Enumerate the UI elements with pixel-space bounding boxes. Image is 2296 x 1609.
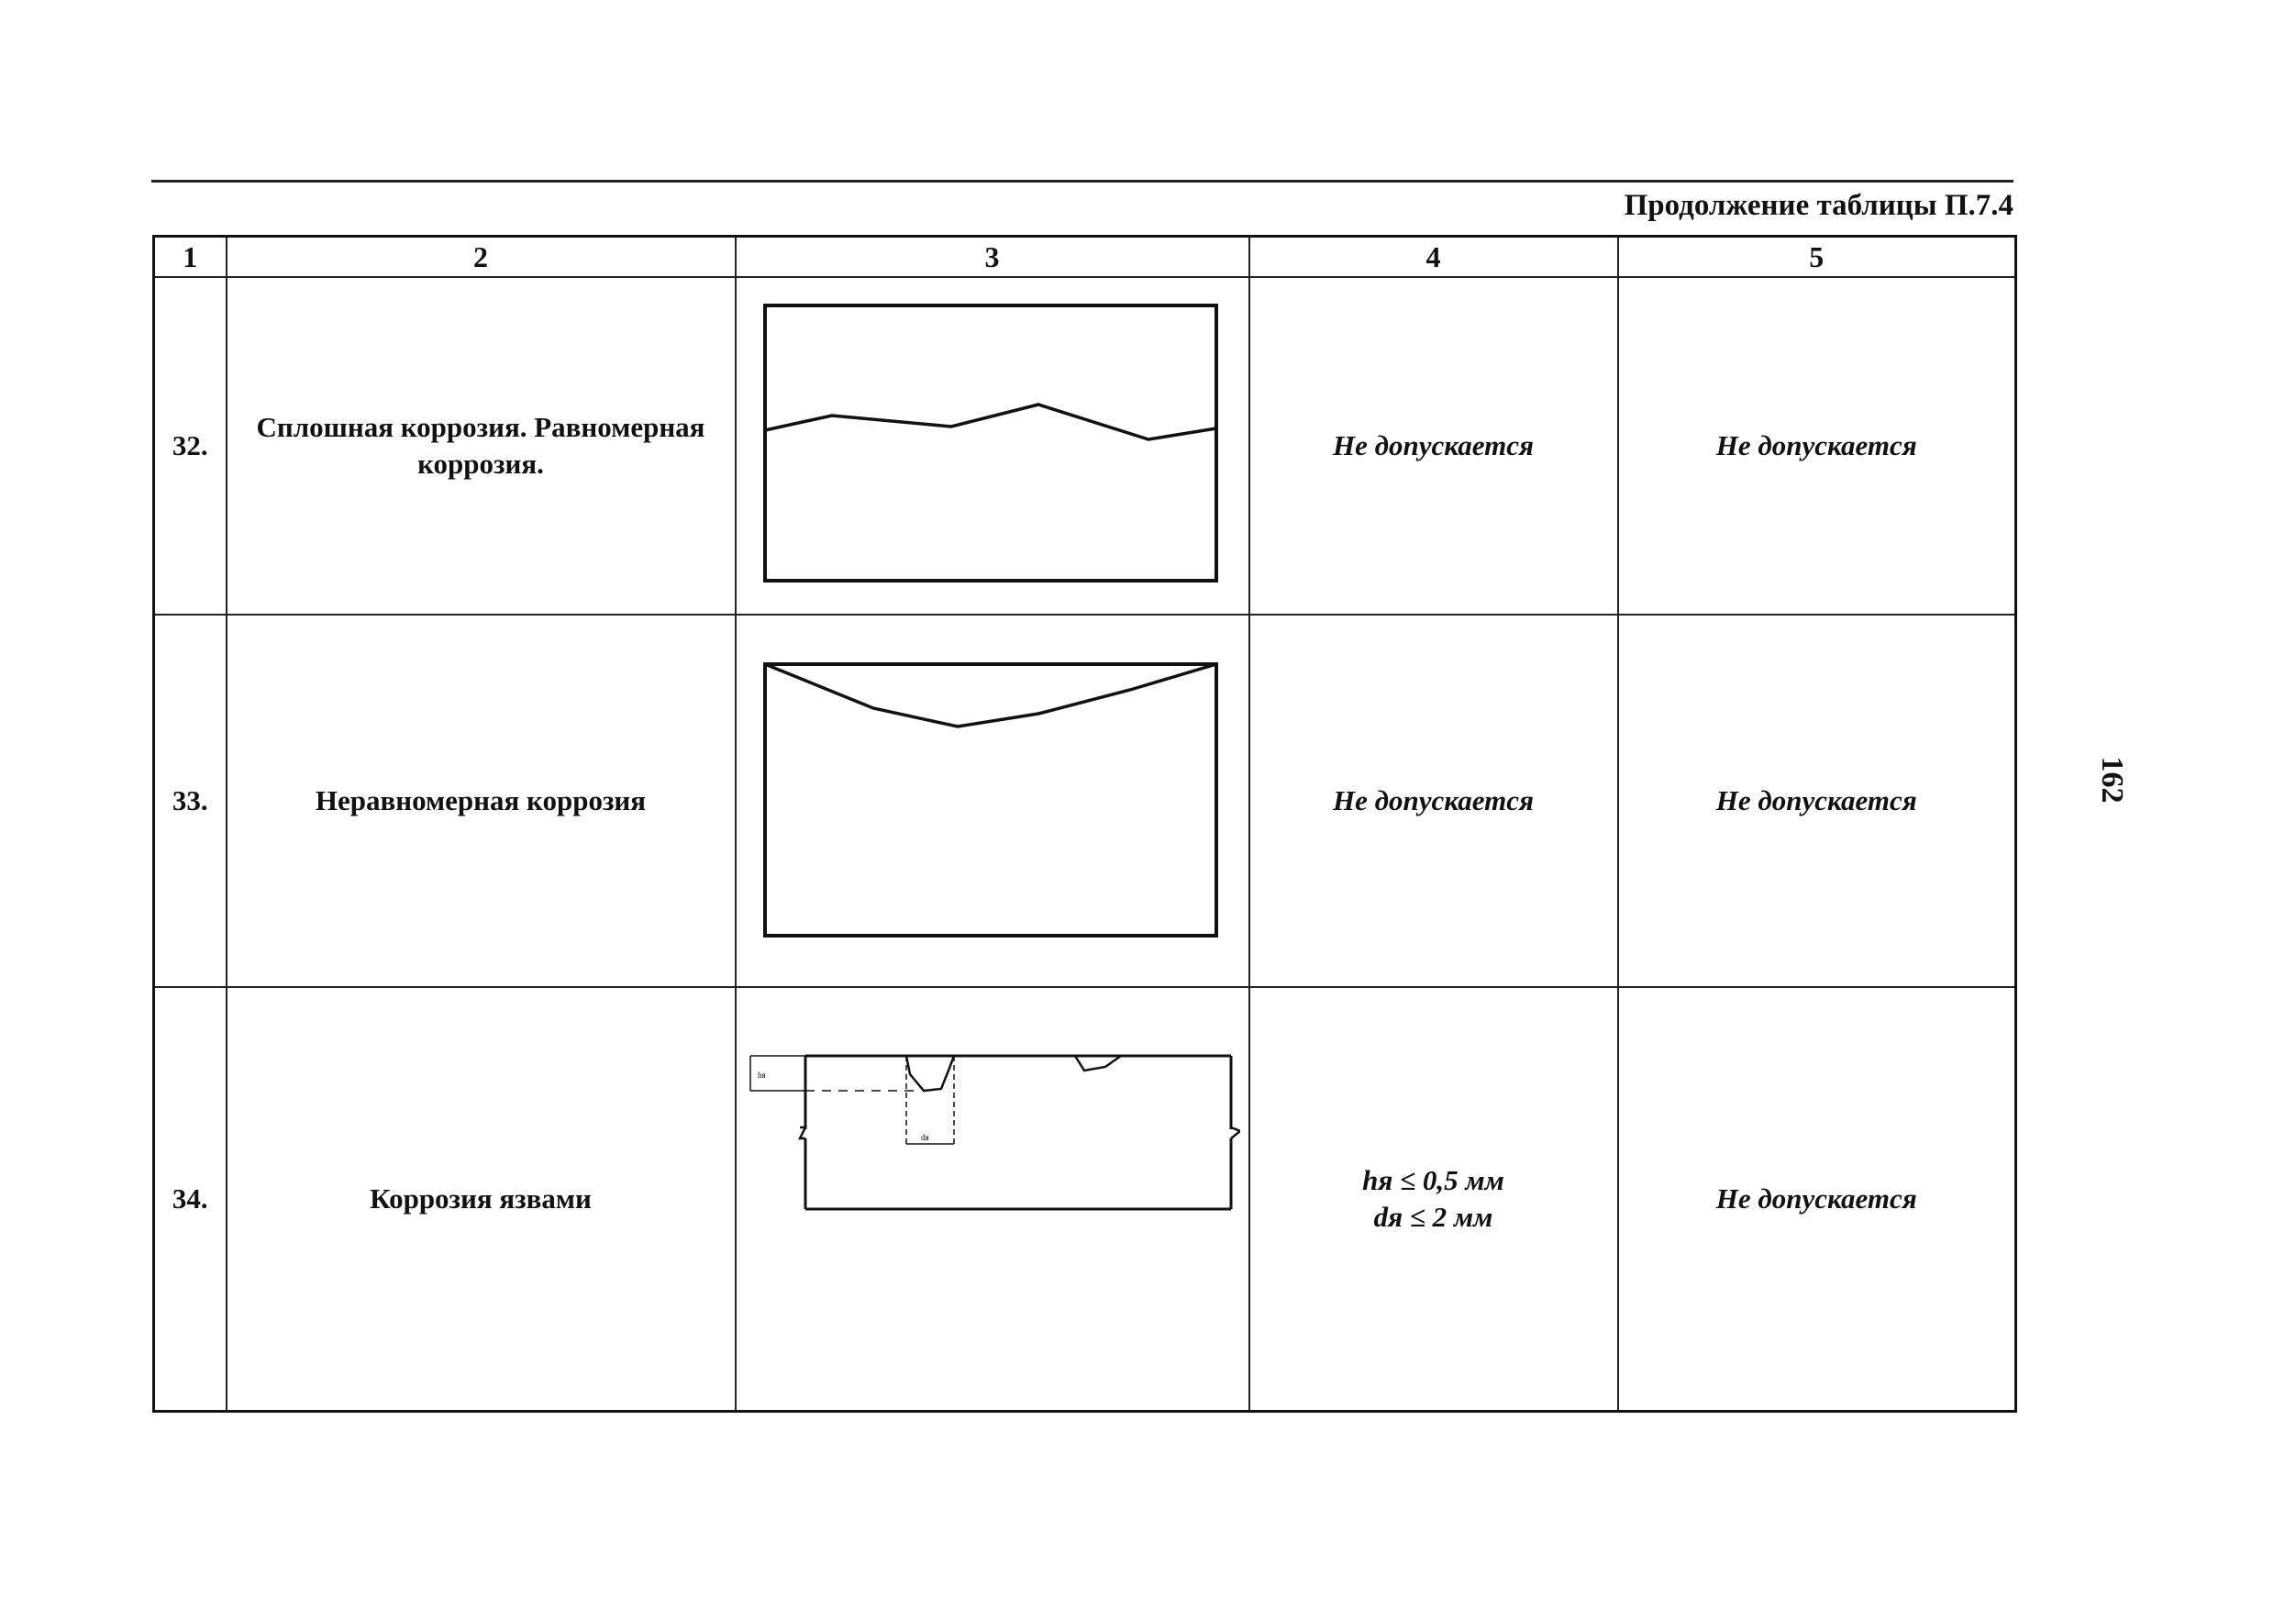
defect-name: Неравномерная коррозия (227, 615, 736, 987)
column-header: 5 (1618, 237, 2016, 278)
defect-name: Сплошная коррозия. Равномерная коррозия. (227, 277, 736, 615)
requirement-cell: Не допускается (1618, 615, 2016, 987)
table-row (154, 615, 2016, 987)
width-dimension-label: dя (920, 1133, 929, 1142)
requirement-text: hя ≤ 0,5 мм (1362, 1164, 1504, 1196)
requirement-cell (1249, 615, 1618, 987)
page-number: 162 (2095, 756, 2129, 804)
requirement-text: dя ≤ 2 мм (1373, 1201, 1493, 1233)
row-number: 34. (154, 987, 227, 1412)
uniform-corrosion-sketch-icon (763, 304, 1222, 588)
column-header: 4 (1249, 237, 1618, 278)
table-row (154, 277, 2016, 615)
sketch-cell (736, 615, 1249, 987)
requirement-text: Не допускается (1333, 784, 1534, 816)
column-header: 3 (736, 237, 1249, 278)
sketch-cell (736, 987, 1249, 1412)
row-number: 32. (154, 277, 227, 615)
pitting-corrosion-sketch-icon (745, 1049, 1240, 1232)
table-row (154, 987, 2016, 1412)
top-rule (151, 180, 2013, 183)
row-number: 33. (154, 615, 227, 987)
column-header: 2 (227, 237, 736, 278)
column-header: 1 (154, 237, 227, 278)
depth-dimension-label: hя (757, 1071, 766, 1080)
requirement-text: Не допускается (1333, 429, 1534, 461)
table-caption: Продолжение таблицы П.7.4 (1624, 189, 2013, 222)
nonuniform-corrosion-sketch-icon (763, 662, 1222, 939)
requirement-cell: Не допускается (1618, 277, 2016, 615)
requirement-cell (1249, 277, 1618, 615)
header-row (154, 237, 2016, 278)
requirement-cell (1249, 987, 1618, 1412)
requirement-cell: Не допускается (1618, 987, 2016, 1412)
defect-name: Коррозия язвами (227, 987, 736, 1412)
defects-table (152, 235, 2017, 1413)
sketch-cell (736, 277, 1249, 615)
